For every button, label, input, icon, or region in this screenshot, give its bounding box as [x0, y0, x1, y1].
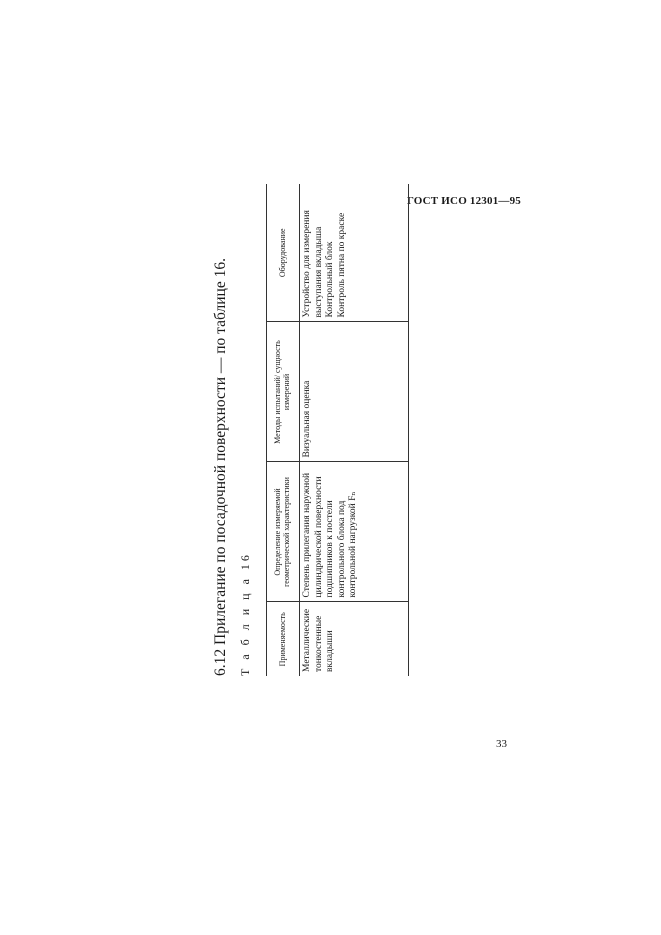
- section-title: 6.12 Прилегание по посадочной поверхности — по таблице 16.: [212, 258, 229, 676]
- header-method: Методы испытаний/ сущность измерений: [267, 322, 300, 462]
- header-equipment: Оборудование: [267, 184, 300, 322]
- cell-definition: Степень прилегания наружной цилиндрической поверхности подшипников к постели контрольного блока под контрольной нагрузкой Fₙ: [300, 462, 409, 602]
- header-applicability: Применяемость: [267, 602, 300, 676]
- standard-code: ГОСТ ИСО 12301—95: [406, 195, 521, 207]
- table-row: [300, 184, 409, 676]
- rotated-content: [206, 180, 446, 740]
- page-number: 33: [496, 738, 507, 750]
- table-label: Т а б л и ц а 16: [238, 552, 252, 676]
- equipment-item: Контрольный блок: [325, 241, 336, 318]
- cell-applicability: Металлические тонкостенные вкладыши: [300, 602, 409, 676]
- table-header-row: [267, 184, 300, 676]
- equipment-item: Контроль пятна по краске: [336, 212, 347, 318]
- header-definition: Определение измеряемой геометрической характеристики: [267, 462, 300, 602]
- equipment-item: Устройство для измерения выступания вкладыша: [302, 210, 324, 318]
- table-16: [266, 184, 409, 676]
- cell-method: Визуальная оценка: [300, 322, 409, 462]
- cell-equipment: [300, 184, 409, 322]
